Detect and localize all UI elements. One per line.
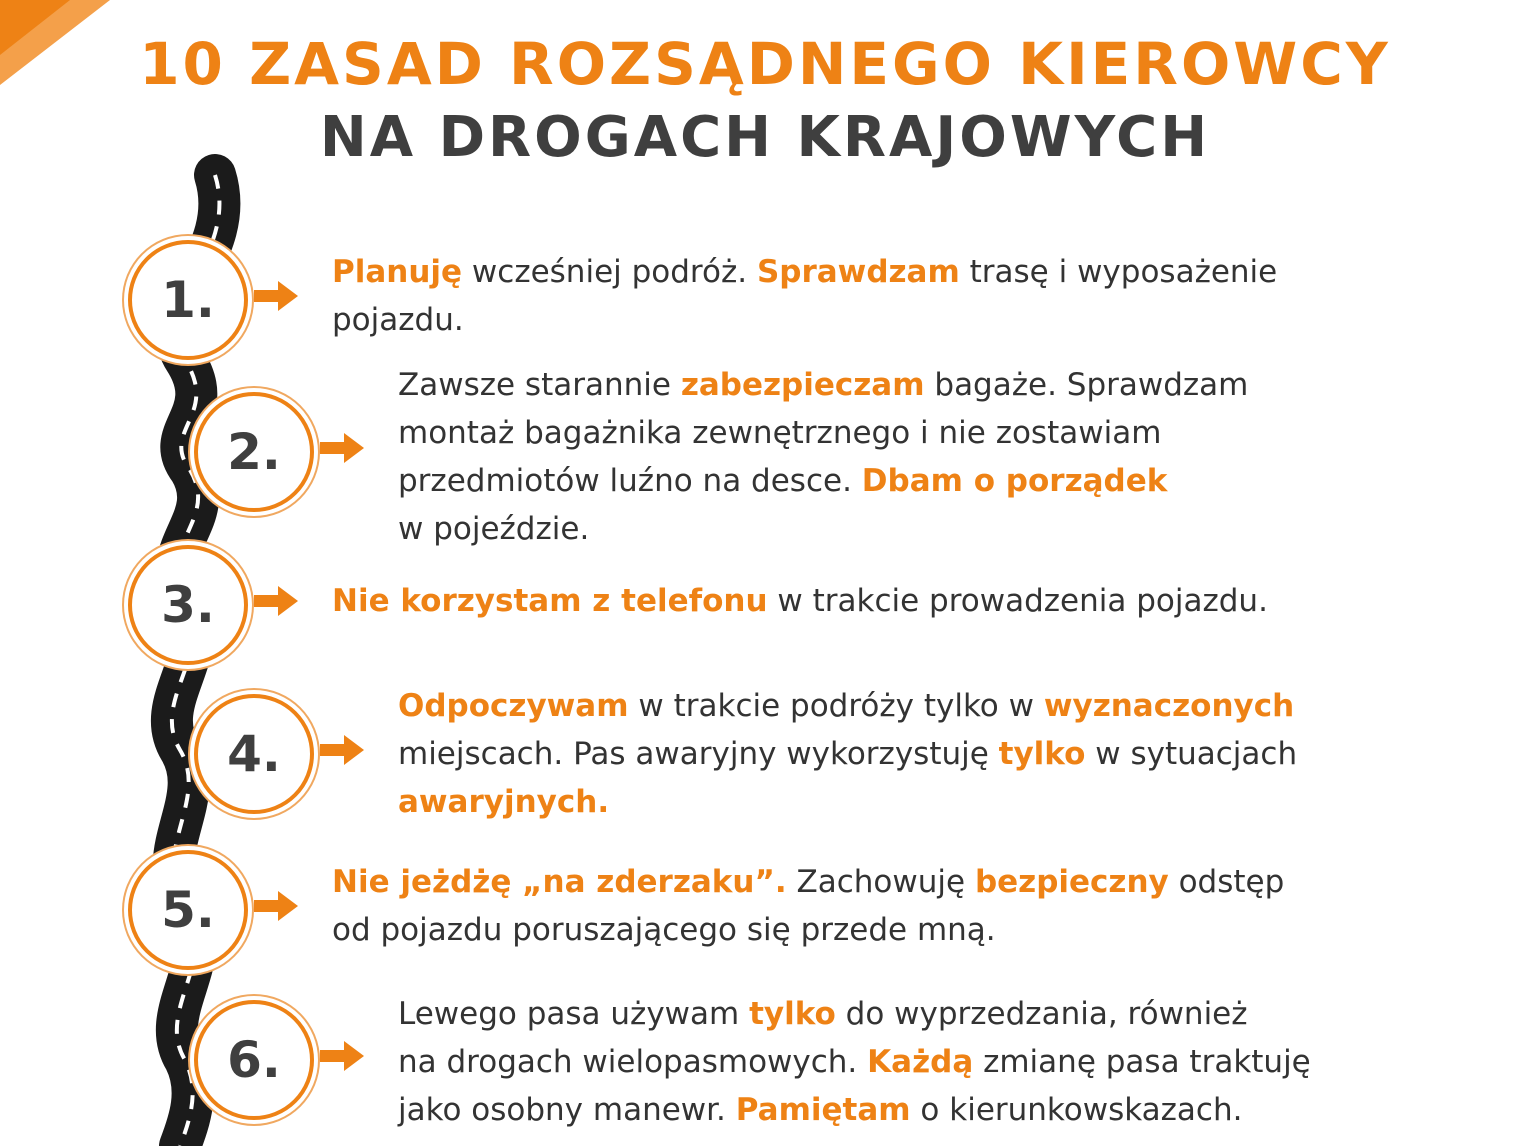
highlighted-phrase: wyznaczonych — [1043, 688, 1295, 724]
text-run: odstęp — [1168, 864, 1285, 900]
text-run: w trakcie prowadzenia pojazdu. — [767, 583, 1268, 619]
text-run: Zawsze starannie — [398, 367, 681, 403]
page-title: 10 ZASAD ROZSĄDNEGO KIEROWCY — [139, 30, 1391, 98]
highlighted-phrase: bezpieczny — [974, 864, 1169, 900]
highlighted-phrase: Planuję — [332, 254, 463, 290]
page-subtitle: NA DROGACH KRAJOWYCH — [319, 105, 1211, 170]
text-run: zmianę pasa traktuję — [973, 1044, 1311, 1080]
text-run: bagaże. Sprawdzam — [924, 367, 1249, 403]
highlighted-phrase: Dbam o porządek — [861, 463, 1168, 499]
rule-text-line — [398, 730, 1297, 778]
rule-text-4 — [398, 682, 1297, 826]
text-run: Zachowuję — [786, 864, 975, 900]
arrow-right-icon — [320, 733, 366, 767]
text-run: Lewego pasa używam — [398, 996, 750, 1032]
rule-text-line — [398, 505, 1248, 553]
rule-text-2 — [398, 361, 1248, 553]
rule-text-3 — [332, 577, 1268, 625]
rule-text-line — [398, 778, 1297, 826]
rule-text-line — [398, 361, 1248, 409]
rule-text-6 — [398, 990, 1311, 1134]
rule-number-badge-2: 2. — [194, 392, 314, 512]
text-run: wcześniej podróż. — [462, 254, 757, 290]
rule-text-line — [398, 457, 1248, 505]
rule-text-line — [332, 577, 1268, 625]
rule-number-badge-6: 6. — [194, 1000, 314, 1120]
highlighted-phrase: Każdą — [867, 1044, 974, 1080]
text-run: w pojeździe. — [398, 511, 590, 547]
highlighted-phrase: tylko — [749, 996, 836, 1032]
text-run: w sytuacjach — [1085, 736, 1298, 772]
highlighted-phrase: tylko — [998, 736, 1086, 772]
rule-text-line — [398, 1086, 1311, 1134]
highlighted-phrase: Sprawdzam — [756, 254, 960, 290]
rule-text-line — [398, 682, 1297, 730]
text-run: o kierunkowskazach. — [910, 1092, 1243, 1128]
arrow-right-icon — [320, 1039, 366, 1073]
rule-number-badge-1: 1. — [128, 240, 248, 360]
arrow-right-icon — [254, 584, 300, 618]
rule-text-line — [398, 990, 1311, 1038]
rule-text-line — [332, 248, 1277, 296]
text-run: od pojazdu poruszającego się przede mną. — [332, 912, 996, 948]
highlighted-phrase: Nie jeżdżę „na zderzaku”. — [332, 864, 787, 900]
arrow-right-icon — [254, 889, 300, 923]
rule-text-line — [398, 409, 1248, 457]
rule-text-line — [332, 296, 1277, 344]
text-run: w trakcie podróży tylko w — [628, 688, 1044, 724]
text-run: trasę i wyposażenie — [959, 254, 1278, 290]
arrow-right-icon — [320, 431, 366, 465]
highlighted-phrase: zabezpieczam — [680, 367, 925, 403]
highlighted-phrase: awaryjnych. — [398, 784, 610, 820]
text-run: na drogach wielopasmowych. — [398, 1044, 868, 1080]
text-run: jako osobny manewr. — [398, 1092, 736, 1128]
highlighted-phrase: Nie korzystam z telefonu — [332, 583, 768, 619]
rule-text-1 — [332, 248, 1277, 344]
rule-number-badge-3: 3. — [128, 545, 248, 665]
rule-text-line — [332, 906, 1284, 954]
rule-text-5 — [332, 858, 1284, 954]
text-run: montaż bagażnika zewnętrznego i nie zostawiam — [398, 415, 1162, 451]
text-run: miejscach. Pas awaryjny wykorzystuję — [398, 736, 999, 772]
rule-number-badge-4: 4. — [194, 694, 314, 814]
rule-number-badge-5: 5. — [128, 850, 248, 970]
rule-text-line — [332, 858, 1284, 906]
text-run: do wyprzedzania, również — [835, 996, 1248, 1032]
highlighted-phrase: Pamiętam — [735, 1092, 911, 1128]
rule-text-line — [398, 1038, 1311, 1086]
text-run: pojazdu. — [332, 302, 464, 338]
arrow-right-icon — [254, 279, 300, 313]
highlighted-phrase: Odpoczywam — [398, 688, 629, 724]
text-run: przedmiotów luźno na desce. — [398, 463, 862, 499]
